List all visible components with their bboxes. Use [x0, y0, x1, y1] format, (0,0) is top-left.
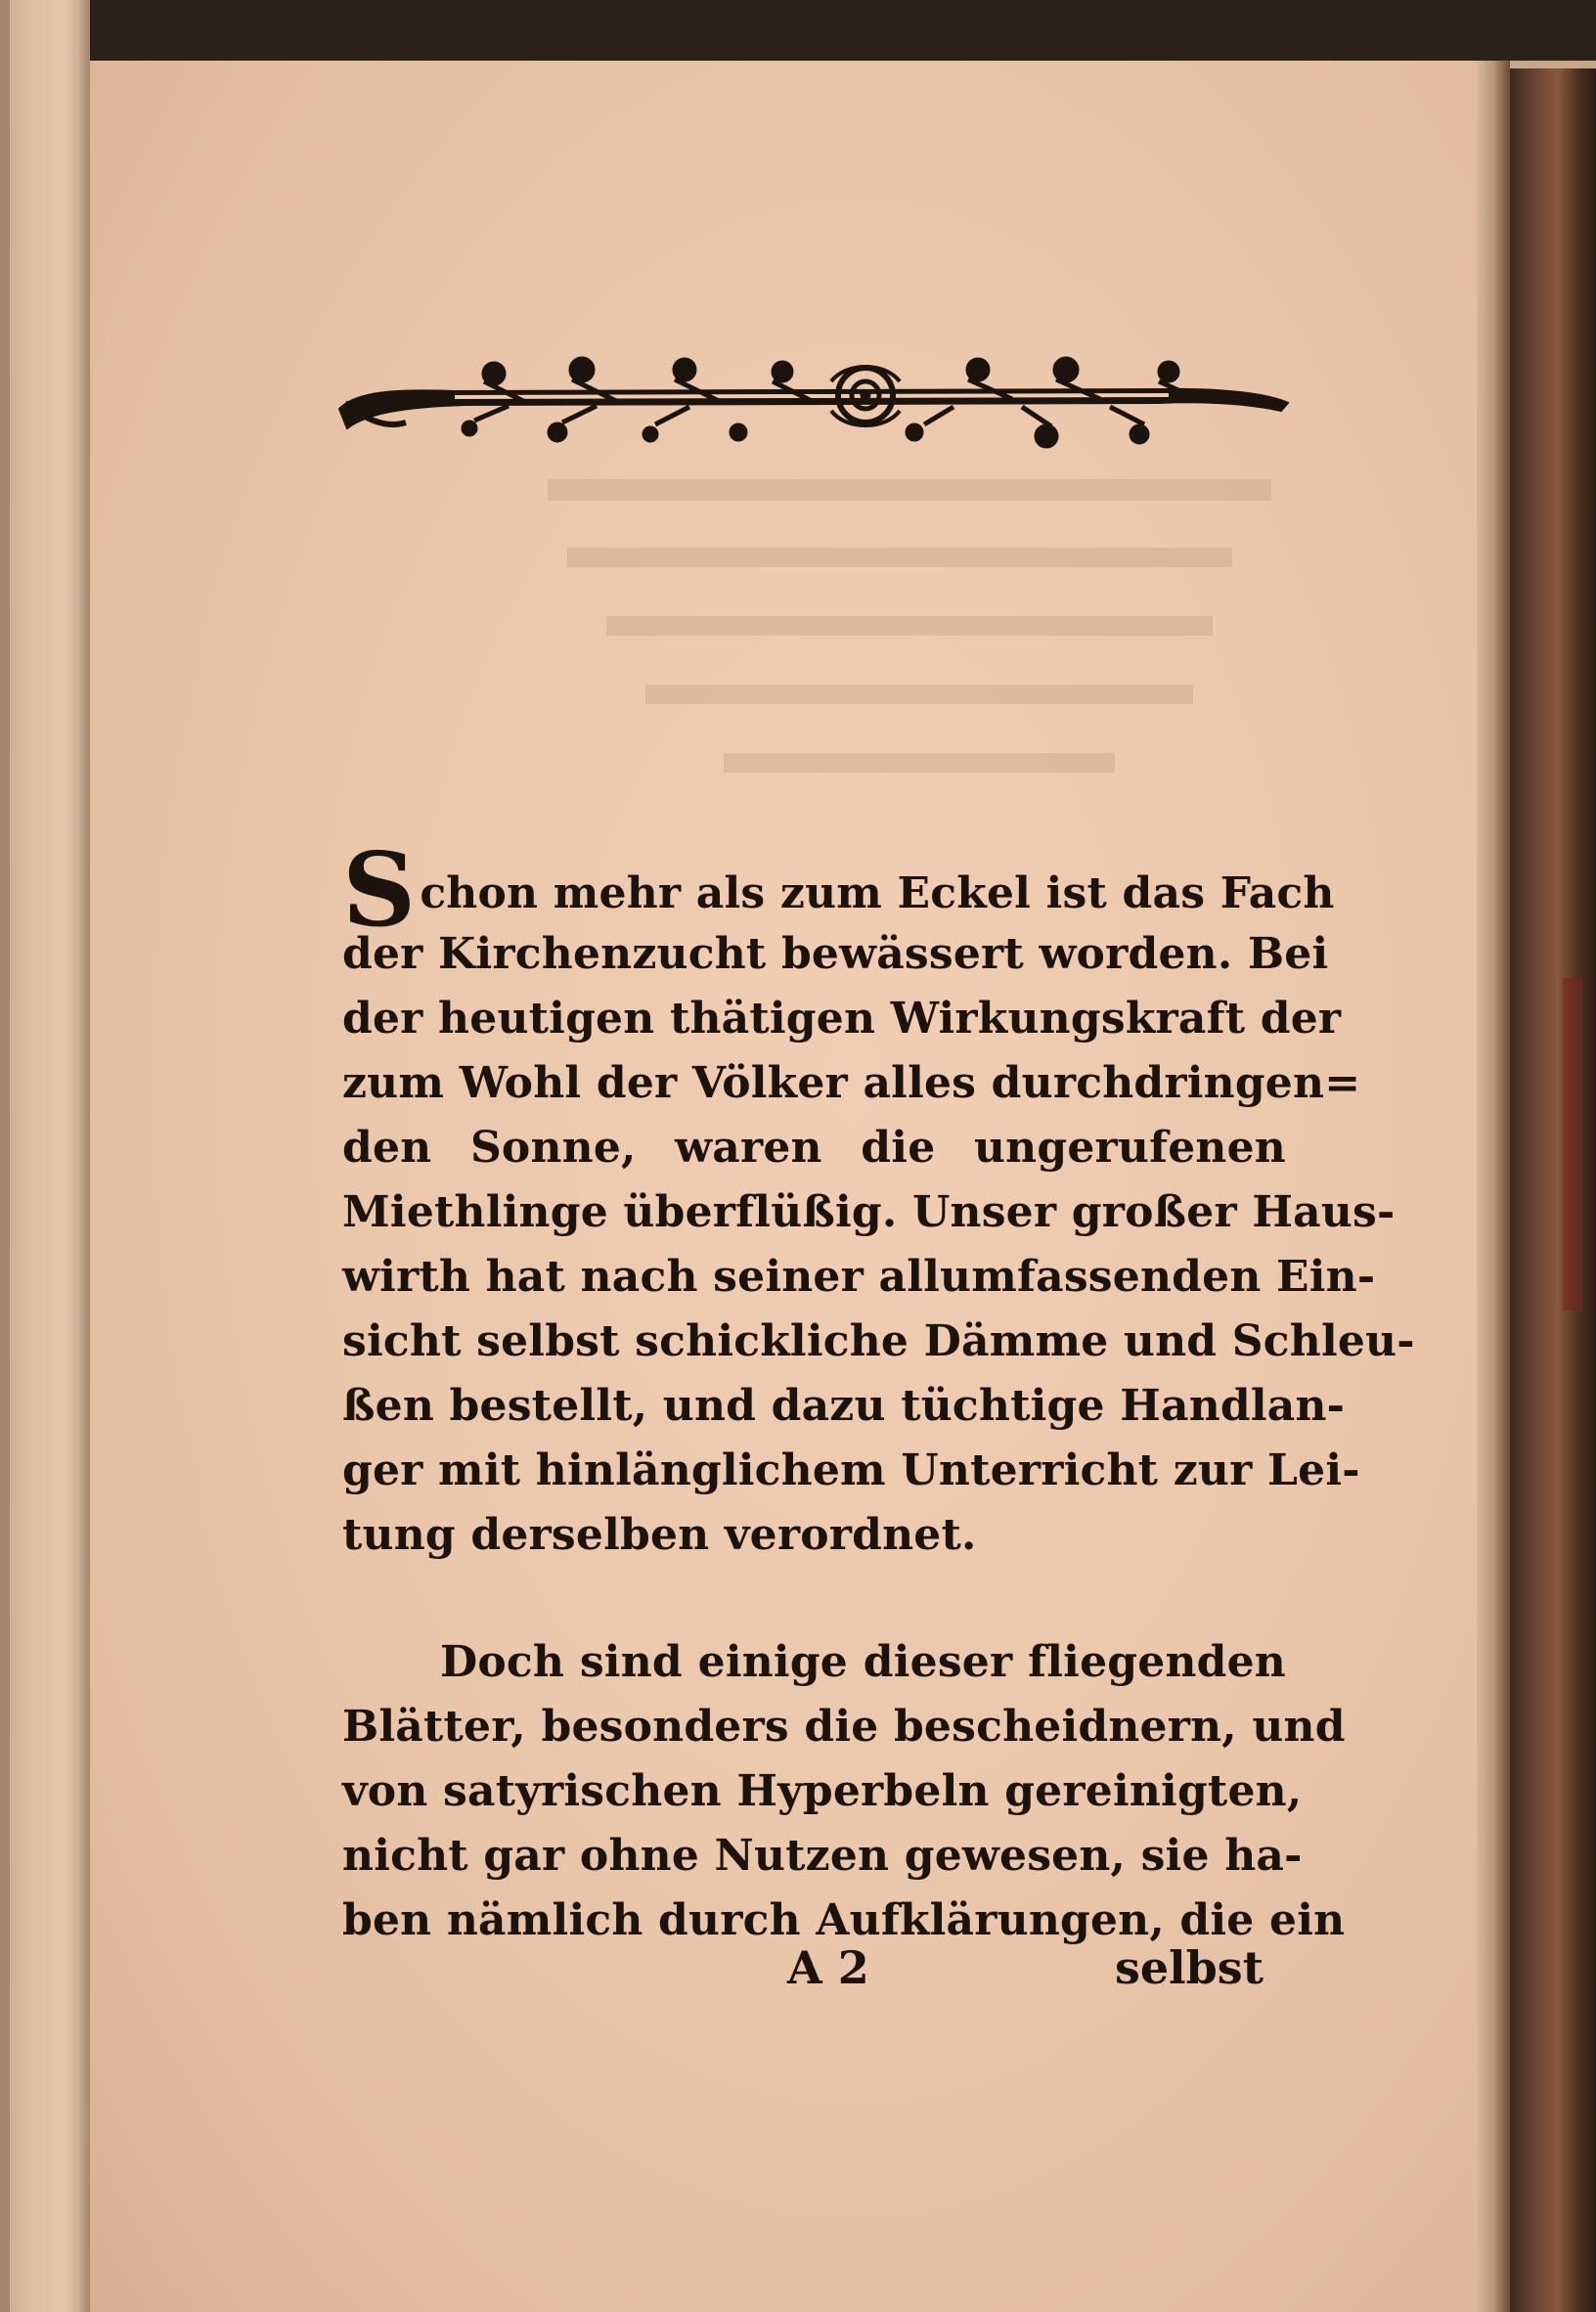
signature-mark: A 2 [787, 1941, 869, 1994]
catchword: selbst [1115, 1941, 1264, 1994]
book-cover-edge [1510, 68, 1596, 2312]
text-line: der heutigen thätigen Wirkungskraft der [342, 994, 1342, 1044]
text-line: wirth hat nach seiner allumfassenden Ein- [342, 1252, 1376, 1302]
cover-red-mark [1563, 978, 1582, 1311]
left-page-edge [0, 0, 90, 2312]
text-line: Schon mehr als zum Eckel ist das Fach [342, 829, 1335, 950]
left-shadow [0, 0, 10, 2312]
top-background [90, 0, 1596, 61]
text-line: ger mit hinlänglichem Unterricht zur Lei- [342, 1445, 1360, 1495]
text-line: nicht gar ohne Nutzen gewesen, sie ha- [342, 1831, 1303, 1881]
text-line: von satyrischen Hyperbeln gereinigten, [342, 1766, 1303, 1816]
text-line: tung derselben verordnet. [342, 1510, 977, 1560]
text-line: sicht selbst schickliche Dämme und Schleu- [342, 1316, 1415, 1366]
text-line: ßen bestellt, und dazu tüchtige Handlan- [342, 1381, 1346, 1431]
text-line: zum Wohl der Völker alles durchdringen= [342, 1058, 1361, 1108]
text-line: Blätter, besonders die bescheidnern, und [342, 1702, 1346, 1752]
right-page-edge [1477, 61, 1510, 2312]
bleed-through-text [548, 460, 1291, 812]
text-line: der Kirchenzucht bewässert worden. Bei [342, 929, 1329, 979]
drop-cap: S [342, 829, 417, 950]
text-line: Doch sind einige dieser fliegenden [440, 1637, 1286, 1687]
text-line: Miethlinge überflüßig. Unser großer Haus- [342, 1187, 1396, 1237]
text-line: ben nämlich durch Aufklärungen, die ein [342, 1895, 1346, 1945]
floral-ornament-border [337, 352, 1291, 450]
text-line: den Sonne, waren die ungerufenen [342, 1123, 1286, 1173]
